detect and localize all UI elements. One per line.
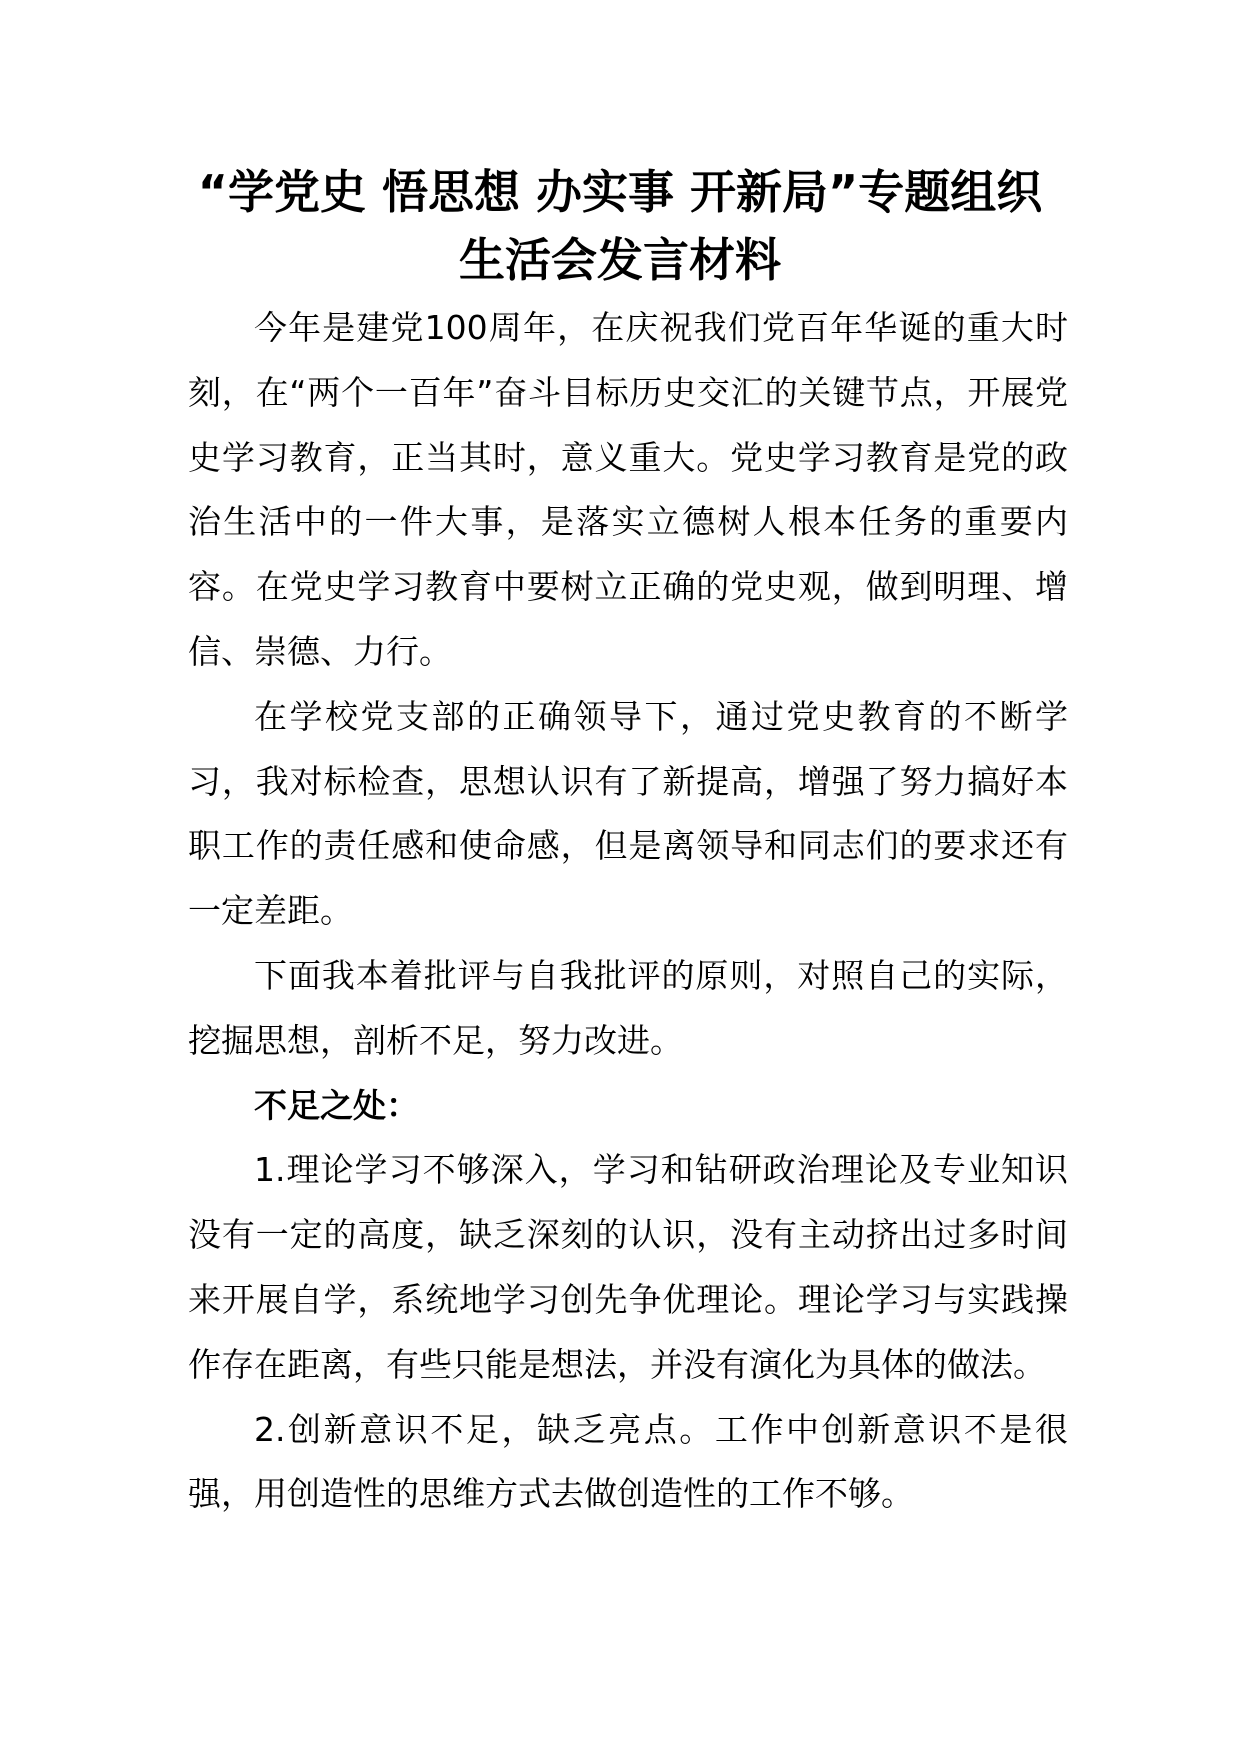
title-line-2: 生活会发言材料	[459, 233, 781, 287]
title-line-1: “学党史 悟思想 办实事 开新局”专题组织	[197, 165, 1043, 219]
paragraph: 在学校党支部的正确领导下，通过党史教育的不断学习，我对标检查，思想认识有了新提高，增强了努力搞好本职工作的责任感和使命感，但是离领导和同志们的要求还有一定差距。	[188, 696, 1068, 931]
section-heading: 不足之处：	[254, 1085, 419, 1125]
paragraph: 下面我本着批评与自我批评的原则，对照自己的实际，挖掘思想，剖析不足，努力改进。	[188, 955, 1068, 1060]
list-item: 1.理论学习不够深入，学习和钻研政治理论及专业知识没有一定的高度，缺乏深刻的认识，没有主动挤出过多时间来开展自学，系统地学习创先争优理论。理论学习与实践操作存在距离，有些只能是想法，并没有演化为具体的做法。	[188, 1150, 1068, 1384]
list-item: 2.创新意识不足，缺乏亮点。工作中创新意识不是很强，用创造性的思维方式去做创造性的工作不够。	[188, 1409, 1068, 1514]
paragraph: 今年是建党100周年，在庆祝我们党百年华诞的重大时刻，在“两个一百年”奋斗目标历史交汇的关键节点，开展党史学习教育，正当其时，意义重大。党史学习教育是党的政治生活中的一件大事，是落实立德树人根本任务的重要内容。在党史学习教育中要树立正确的党史观，做到明理、增信、崇德、力行。	[188, 308, 1068, 671]
document-body	[188, 296, 1068, 1527]
document-title	[150, 158, 1090, 294]
